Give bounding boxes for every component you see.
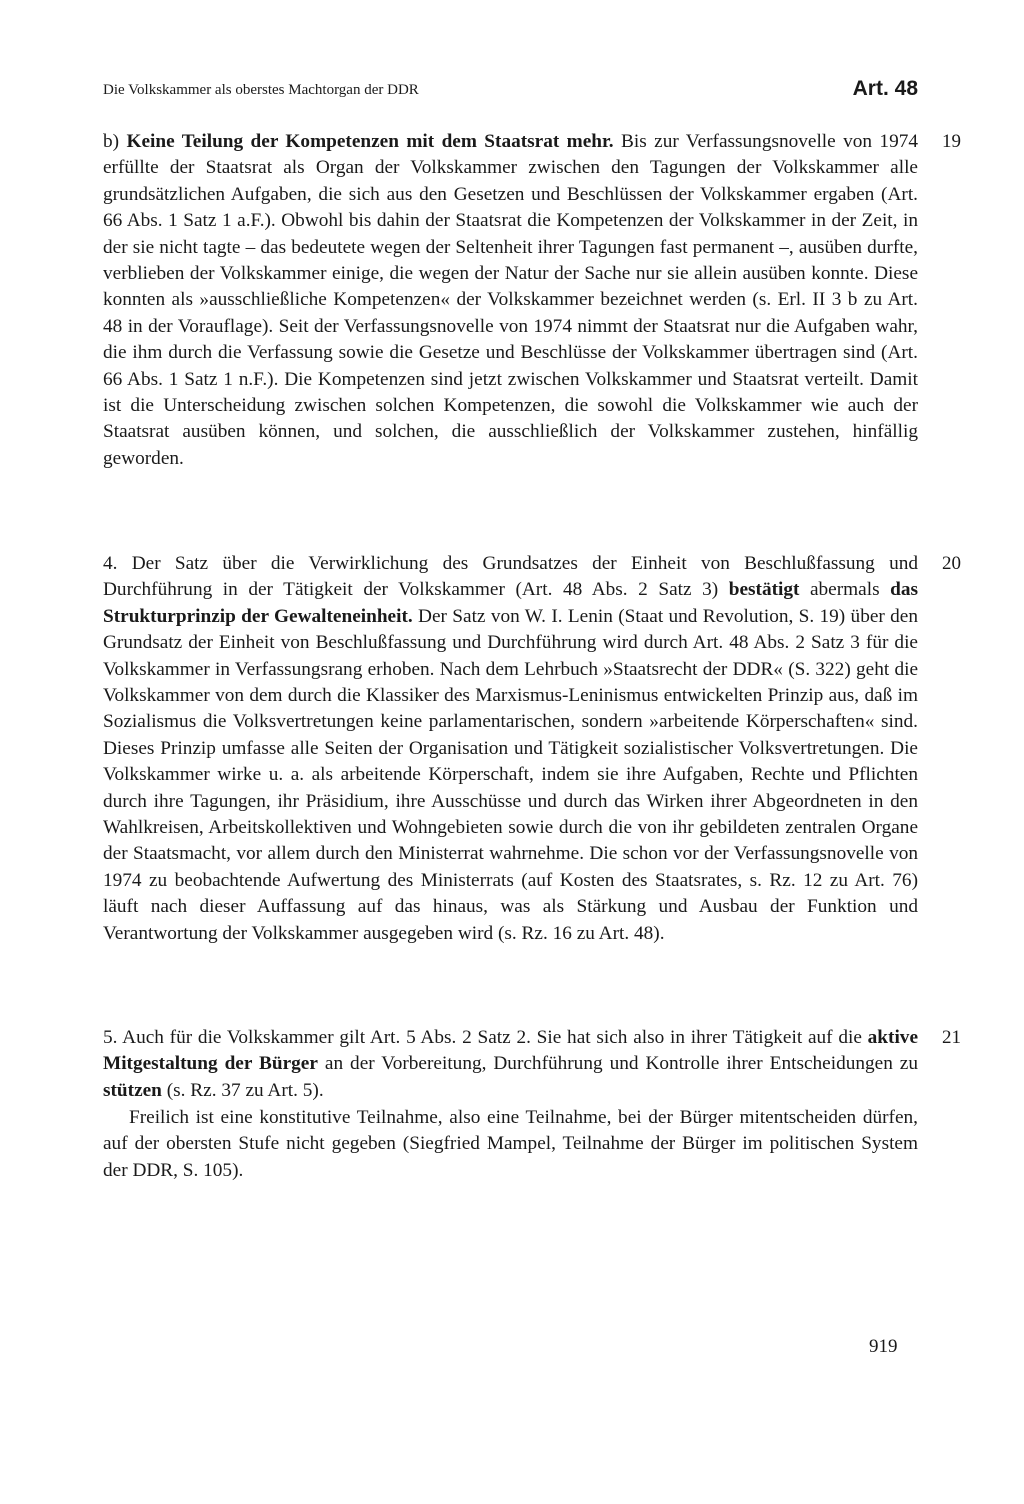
paragraph-20-text-3: Der Satz von W. I. Lenin (Staat und Revolution, S. 19) über den Grundsatz der Einheit von Beschlußfassung und Durchführung wird durch Art. 48 Abs. 2 Satz 3 für die Volkskammer in Verfassungsrang erhoben. Nach dem Lehrbuch »Staatsrecht der DDR« (S. 322) geht die Volkskammer von dem durch die Klassiker des Marxismus-Leninismus entwickelten Prinzip aus, daß im Sozialismus die Volksvertretungen keine parlamentarischen, sondern »arbeitende Körperschaften« sind. Dieses Prinzip umfasse alle Seiten der Organisation und Tätigkeit sozialistischer Volksvertretungen. Die Volkskammer wirke u. a. als arbeitende Körperschaft, indem sie ihre Aufgaben, Rechte und Pflichten durch ihre Tagungen, ihr Präsidium, ihre Ausschüsse und durch das Wirken ihrer Abgeordneten in den Wahlkreisen, Arbeitskollektiven und Wohngebieten sowie durch die von ihr gebildeten zentralen Organe der Staatsmacht, vor allem durch den Ministerrat wahrnehme. Die schon vor der Verfassungsnovelle von 1974 zu beobachtende Aufwertung des Ministerrats (auf Kosten des Staatsrates, s. Rz. 12 zu Art. 76) läuft nach dieser Auffassung auf das hinaus, was als Stärkung und Ausbau der Funktion und Verantwortung der Volkskammer ausgegeben wird (s. Rz. 16 zu Art. 48).	[103, 605, 918, 944]
paragraph-21	[103, 1025, 918, 1104]
paragraph-20-bold-2: das Strukturprinzip der Gewalteneinheit.	[103, 579, 918, 627]
paragraph-19	[103, 129, 918, 472]
paragraph-21-bold-2: stützen	[103, 1079, 162, 1101]
paragraph-19-text: Bis zur Verfassungsnovelle von 1974 erfüllte der Staatsrat als Organ der Volkskammer zwischen den Tagungen der Volkskammer alle grundsätzlichen Aufgaben, die sich aus den Gesetzen und Beschlüssen der Volkskammer ergaben (Art. 66 Abs. 1 Satz 1 a.F.). Obwohl bis dahin der Staatsrat die Kompetenzen der Volkskammer in der Zeit, in der sie nicht tagte – das bedeutete wegen der Seltenheit ihrer Tagungen fast permanent –, ausüben durfte, verblieben der Volkskammer einige, die wegen der Natur der Sache nur sie allein ausüben konnte. Diese konnten als »ausschließliche Kompetenzen« der Volkskammer bezeichnet werden (s. Erl. II 3 b zu Art. 48 in der Vorauflage). Seit der Verfassungsnovelle von 1974 nimmt der Staatsrat nur die Aufgaben wahr, die ihm durch die Verfassung sowie die Gesetze und Beschlüsse der Volkskammer übertragen sind (Art. 66 Abs. 1 Satz 1 n.F.). Die Kompetenzen sind jetzt zwischen Volkskammer und Staatsrat verteilt. Damit ist die Unterscheidung zwischen solchen Kompetenzen, die sowohl die Volkskammer wie auch der Staatsrat ausüben können, und solchen, die ausschließlich der Volkskammer zustehen, hinfällig geworden.	[103, 131, 918, 469]
running-title: Die Volkskammer als oberstes Machtorgan der DDR	[103, 82, 419, 98]
paragraph-20-text-2: abermals	[799, 579, 891, 601]
margin-number-21: 21	[942, 1027, 961, 1048]
paragraph-19-heading: Keine Teilung der Kompetenzen mit dem Staatsrat mehr.	[126, 131, 614, 152]
running-head	[103, 77, 918, 104]
paragraph-20-text-1: 4. Der Satz über die Verwirklichung des Grundsatzes der Einheit von Beschlußfassung und Durchführung in der Tätigkeit der Volkskammer (Art. 48 Abs. 2 Satz 3)	[103, 553, 918, 601]
paragraph-20	[103, 551, 918, 947]
paragraph-20-bold-1: bestätigt	[728, 579, 800, 601]
margin-number-19: 19	[942, 131, 961, 152]
paragraph-19-lead: b)	[103, 131, 127, 152]
paragraph-21-text-2: an der Vorbereitung, Durchführung und Kontrolle ihrer Entscheidungen zu	[317, 1053, 918, 1075]
article-label: Art. 48	[852, 77, 918, 100]
page-number: 919	[869, 1336, 898, 1357]
margin-number-20: 20	[942, 553, 961, 574]
paragraph-21-text-3: (s. Rz. 37 zu Art. 5).	[161, 1079, 324, 1101]
paragraph-21-text-1: 5. Auch für die Volkskammer gilt Art. 5 Abs. 2 Satz 2. Sie hat sich also in ihrer Tätigkeit auf die	[103, 1027, 868, 1048]
paragraph-21-bold-1: aktive Mitgestaltung der Bürger	[103, 1027, 918, 1075]
paragraph-21-continuation: Freilich ist eine konstitutive Teilnahme, also eine Teilnahme, bei der Bürger mitentscheiden dürfen, auf der obersten Stufe nicht gegeben (Siegfried Mampel, Teilnahme der Bürger im politischen System der DDR, S. 105).	[103, 1107, 918, 1181]
